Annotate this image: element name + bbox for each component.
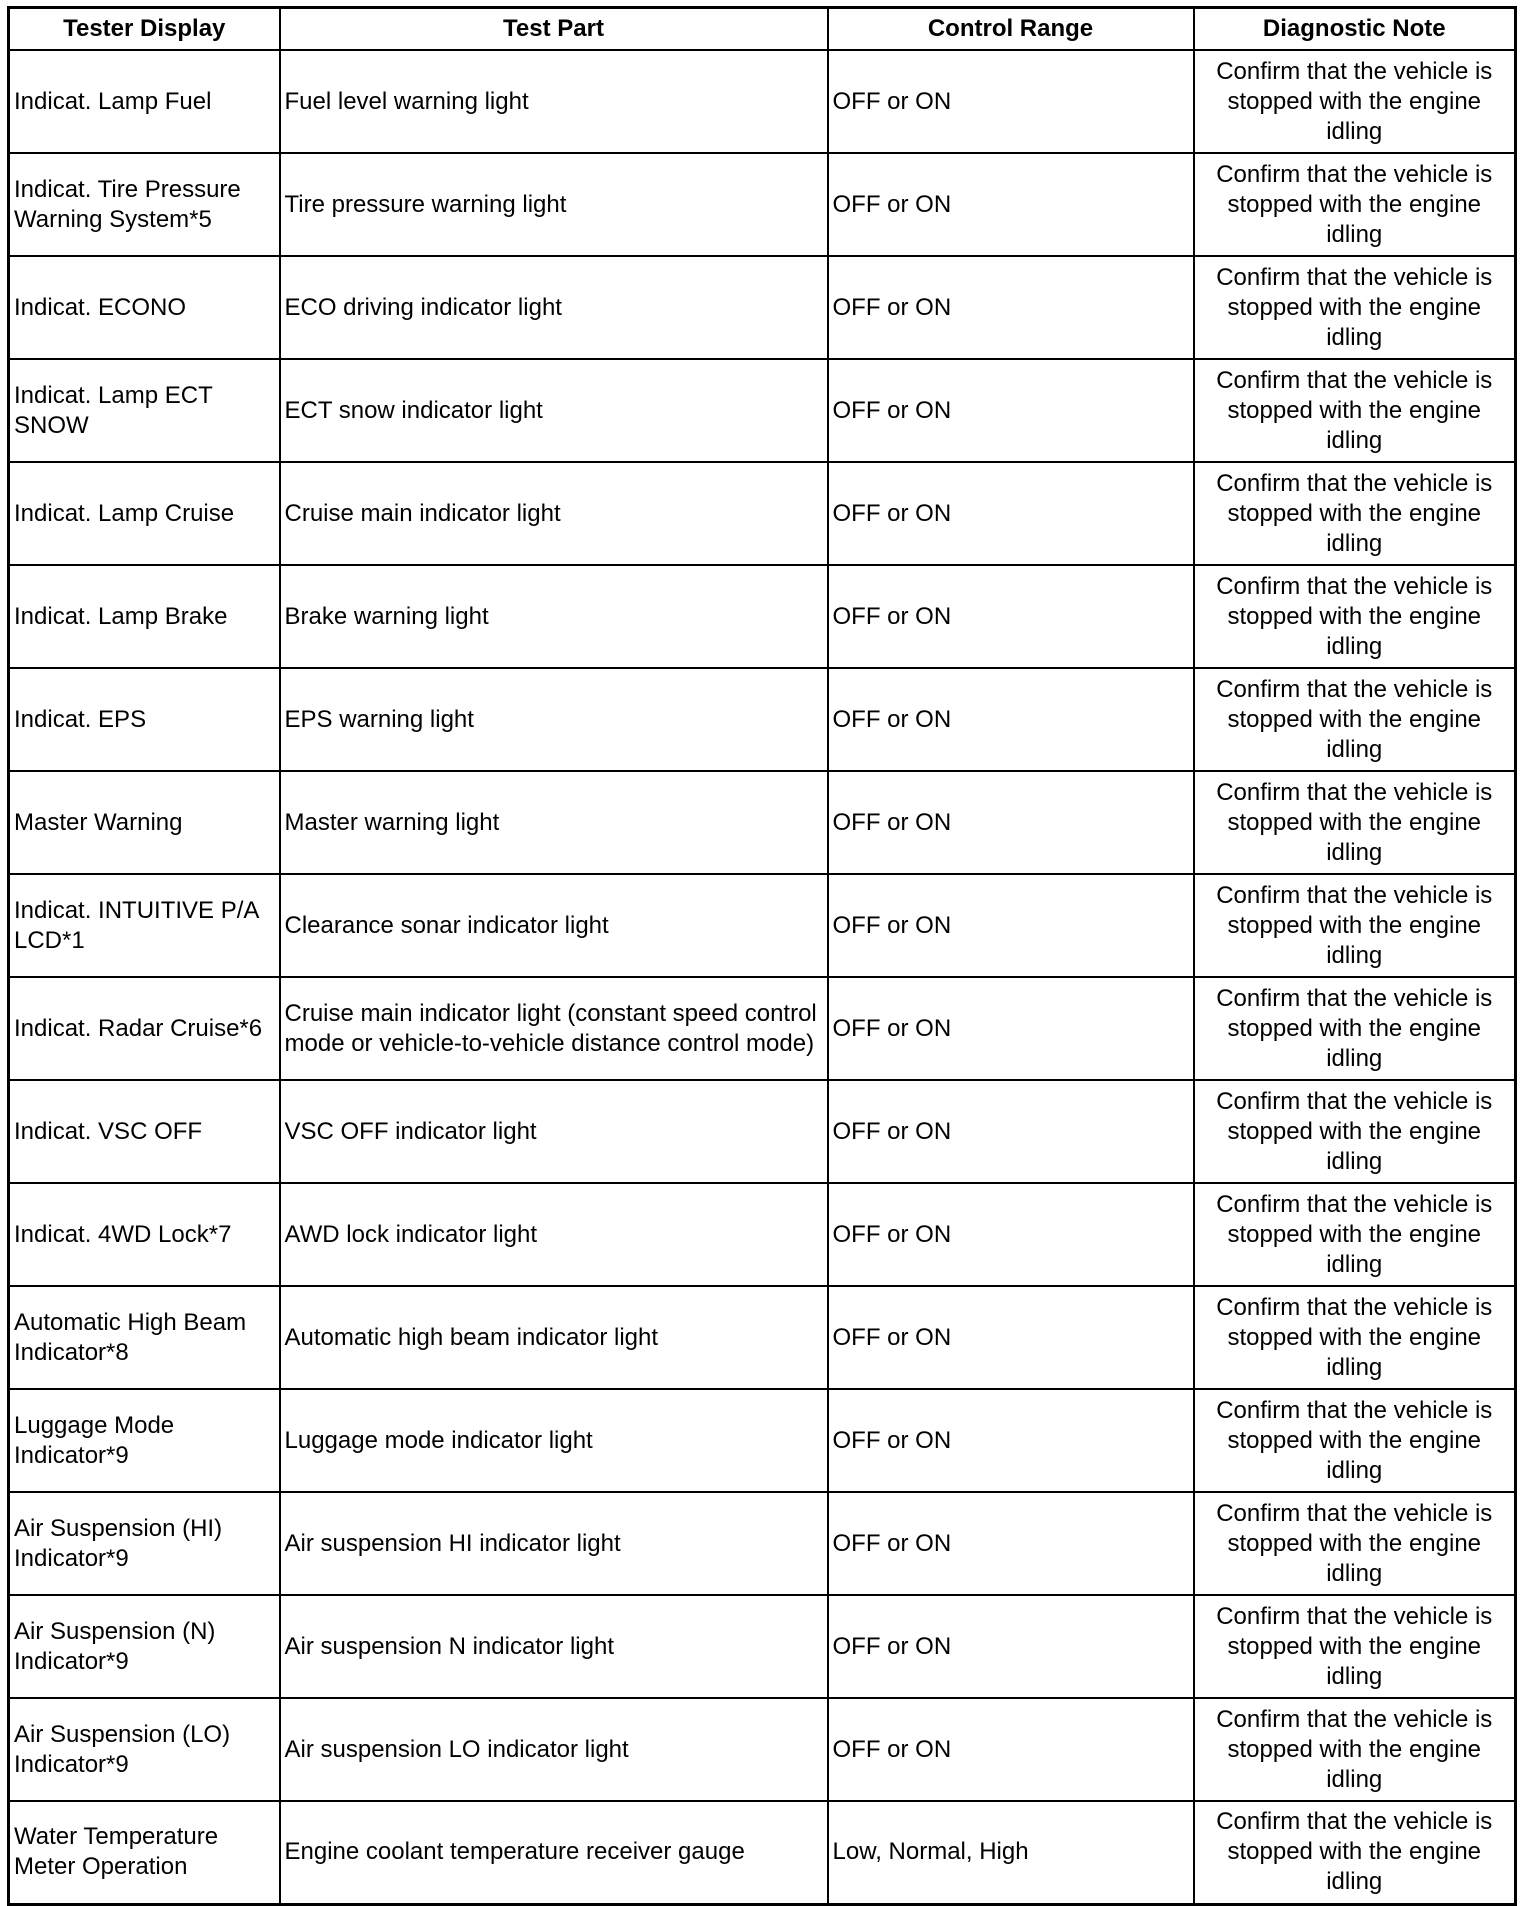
cell-control-range: OFF or ON	[828, 1698, 1194, 1801]
cell-diagnostic-note: Confirm that the vehicle is stopped with the engine idling	[1194, 1801, 1516, 1904]
cell-tester-display: Indicat. Tire Pressure Warning System*5	[9, 153, 280, 256]
cell-tester-display: Indicat. Lamp ECT SNOW	[9, 359, 280, 462]
cell-diagnostic-note: Confirm that the vehicle is stopped with the engine idling	[1194, 1389, 1516, 1492]
cell-tester-display: Air Suspension (N) Indicator*9	[9, 1595, 280, 1698]
cell-tester-display: Indicat. Lamp Cruise	[9, 462, 280, 565]
cell-tester-display: Indicat. Lamp Brake	[9, 565, 280, 668]
table-row	[9, 256, 1516, 359]
cell-diagnostic-note: Confirm that the vehicle is stopped with the engine idling	[1194, 1595, 1516, 1698]
cell-control-range: OFF or ON	[828, 462, 1194, 565]
cell-test-part: Clearance sonar indicator light	[280, 874, 828, 977]
table-row	[9, 1492, 1516, 1595]
cell-test-part: Luggage mode indicator light	[280, 1389, 828, 1492]
cell-tester-display: Luggage Mode Indicator*9	[9, 1389, 280, 1492]
cell-diagnostic-note: Confirm that the vehicle is stopped with the engine idling	[1194, 1698, 1516, 1801]
cell-diagnostic-note: Confirm that the vehicle is stopped with the engine idling	[1194, 256, 1516, 359]
cell-test-part: Fuel level warning light	[280, 50, 828, 153]
cell-test-part: Air suspension HI indicator light	[280, 1492, 828, 1595]
table-row	[9, 874, 1516, 977]
cell-control-range: OFF or ON	[828, 771, 1194, 874]
table-row	[9, 1183, 1516, 1286]
cell-diagnostic-note: Confirm that the vehicle is stopped with the engine idling	[1194, 1183, 1516, 1286]
header-control-range: Control Range	[828, 8, 1194, 51]
cell-control-range: OFF or ON	[828, 1183, 1194, 1286]
cell-diagnostic-note: Confirm that the vehicle is stopped with the engine idling	[1194, 1080, 1516, 1183]
cell-control-range: OFF or ON	[828, 874, 1194, 977]
table-row	[9, 1286, 1516, 1389]
table-row	[9, 1389, 1516, 1492]
cell-control-range: OFF or ON	[828, 1492, 1194, 1595]
cell-test-part: AWD lock indicator light	[280, 1183, 828, 1286]
table-row	[9, 359, 1516, 462]
cell-tester-display: Indicat. 4WD Lock*7	[9, 1183, 280, 1286]
header-diagnostic-note: Diagnostic Note	[1194, 8, 1516, 51]
cell-test-part: Automatic high beam indicator light	[280, 1286, 828, 1389]
cell-test-part: ECO driving indicator light	[280, 256, 828, 359]
cell-test-part: Air suspension LO indicator light	[280, 1698, 828, 1801]
cell-control-range: Low, Normal, High	[828, 1801, 1194, 1904]
cell-tester-display: Air Suspension (LO) Indicator*9	[9, 1698, 280, 1801]
cell-test-part: Master warning light	[280, 771, 828, 874]
cell-diagnostic-note: Confirm that the vehicle is stopped with the engine idling	[1194, 565, 1516, 668]
cell-test-part: EPS warning light	[280, 668, 828, 771]
cell-tester-display: Automatic High Beam Indicator*8	[9, 1286, 280, 1389]
cell-tester-display: Water Temperature Meter Operation	[9, 1801, 280, 1904]
cell-diagnostic-note: Confirm that the vehicle is stopped with the engine idling	[1194, 462, 1516, 565]
cell-control-range: OFF or ON	[828, 1286, 1194, 1389]
cell-control-range: OFF or ON	[828, 1080, 1194, 1183]
cell-control-range: OFF or ON	[828, 50, 1194, 153]
header-test-part: Test Part	[280, 8, 828, 51]
cell-tester-display: Indicat. Radar Cruise*6	[9, 977, 280, 1080]
cell-control-range: OFF or ON	[828, 1595, 1194, 1698]
cell-control-range: OFF or ON	[828, 565, 1194, 668]
cell-diagnostic-note: Confirm that the vehicle is stopped with the engine idling	[1194, 874, 1516, 977]
cell-diagnostic-note: Confirm that the vehicle is stopped with the engine idling	[1194, 977, 1516, 1080]
cell-control-range: OFF or ON	[828, 153, 1194, 256]
table-row	[9, 1080, 1516, 1183]
cell-test-part: Cruise main indicator light (constant speed control mode or vehicle-to-vehicle distance control mode)	[280, 977, 828, 1080]
header-tester-display: Tester Display	[9, 8, 280, 51]
cell-diagnostic-note: Confirm that the vehicle is stopped with the engine idling	[1194, 668, 1516, 771]
cell-tester-display: Indicat. EPS	[9, 668, 280, 771]
cell-tester-display: Master Warning	[9, 771, 280, 874]
cell-tester-display: Air Suspension (HI) Indicator*9	[9, 1492, 280, 1595]
cell-test-part: Engine coolant temperature receiver gauge	[280, 1801, 828, 1904]
diagnostic-table	[7, 6, 1517, 1906]
cell-diagnostic-note: Confirm that the vehicle is stopped with the engine idling	[1194, 1286, 1516, 1389]
cell-test-part: Tire pressure warning light	[280, 153, 828, 256]
cell-tester-display: Indicat. VSC OFF	[9, 1080, 280, 1183]
cell-test-part: Air suspension N indicator light	[280, 1595, 828, 1698]
table-row	[9, 565, 1516, 668]
table-row	[9, 153, 1516, 256]
table-row	[9, 462, 1516, 565]
cell-diagnostic-note: Confirm that the vehicle is stopped with the engine idling	[1194, 50, 1516, 153]
cell-diagnostic-note: Confirm that the vehicle is stopped with the engine idling	[1194, 153, 1516, 256]
table-row	[9, 50, 1516, 153]
cell-diagnostic-note: Confirm that the vehicle is stopped with the engine idling	[1194, 1492, 1516, 1595]
cell-test-part: ECT snow indicator light	[280, 359, 828, 462]
cell-control-range: OFF or ON	[828, 256, 1194, 359]
diagnostic-table-container	[7, 6, 1514, 1906]
cell-control-range: OFF or ON	[828, 668, 1194, 771]
table-row	[9, 1698, 1516, 1801]
cell-test-part: VSC OFF indicator light	[280, 1080, 828, 1183]
table-row	[9, 668, 1516, 771]
table-row	[9, 977, 1516, 1080]
cell-diagnostic-note: Confirm that the vehicle is stopped with the engine idling	[1194, 359, 1516, 462]
table-row	[9, 1595, 1516, 1698]
cell-control-range: OFF or ON	[828, 359, 1194, 462]
table-row	[9, 771, 1516, 874]
table-header-row	[9, 8, 1516, 51]
cell-diagnostic-note: Confirm that the vehicle is stopped with the engine idling	[1194, 771, 1516, 874]
cell-tester-display: Indicat. INTUITIVE P/A LCD*1	[9, 874, 280, 977]
cell-test-part: Brake warning light	[280, 565, 828, 668]
cell-tester-display: Indicat. Lamp Fuel	[9, 50, 280, 153]
cell-tester-display: Indicat. ECONO	[9, 256, 280, 359]
cell-test-part: Cruise main indicator light	[280, 462, 828, 565]
cell-control-range: OFF or ON	[828, 1389, 1194, 1492]
cell-control-range: OFF or ON	[828, 977, 1194, 1080]
table-row	[9, 1801, 1516, 1904]
